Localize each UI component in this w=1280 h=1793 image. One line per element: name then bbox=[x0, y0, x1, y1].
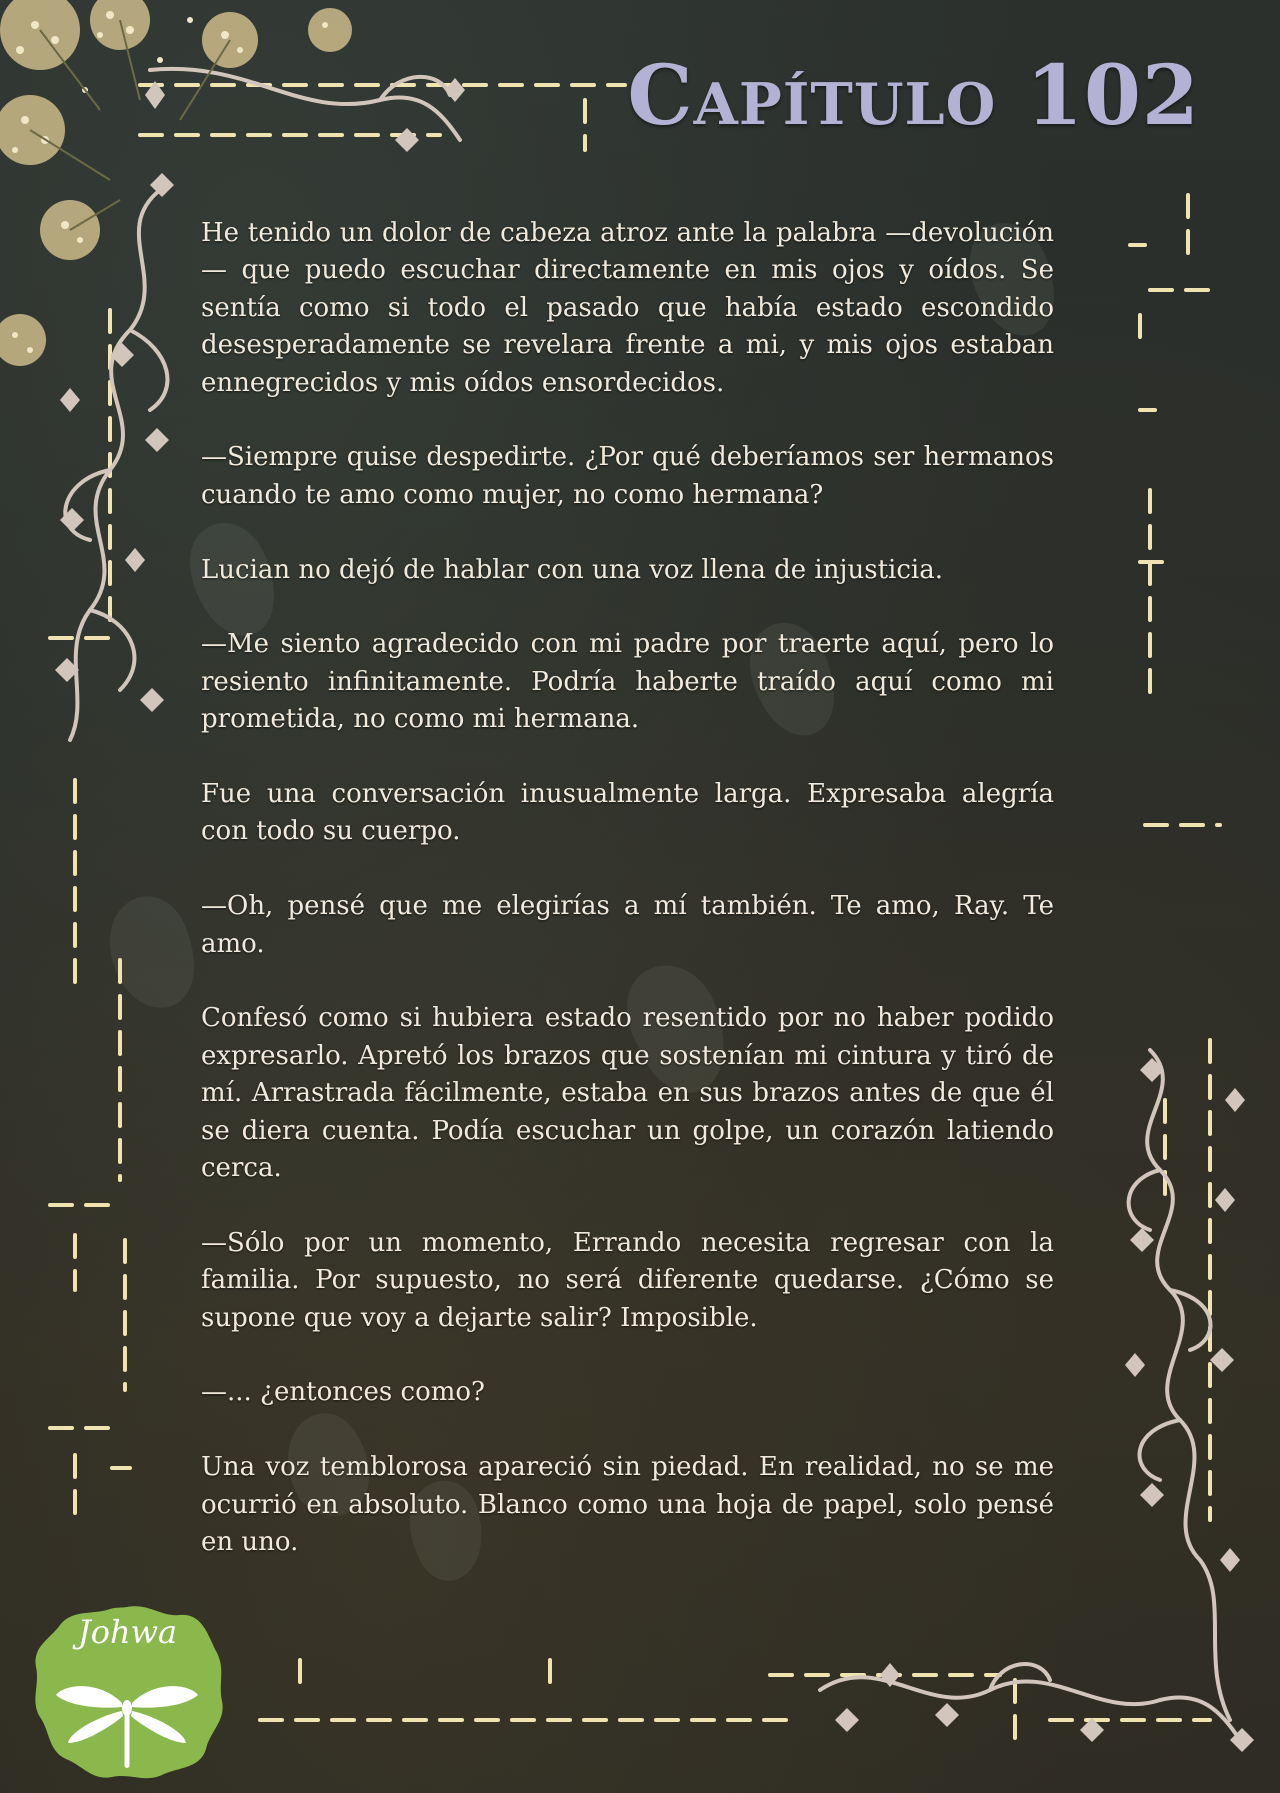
paragraph: Confesó como si hubiera estado resentido por no haber podido expresarlo. Apretó los brazos que sostenían mi cintura y tiró de mí. Arrastrada fácilmente, estaba en sus brazos antes de que él se diera cuenta. Podía escuchar un golpe, un corazón latiendo cerca. bbox=[201, 1003, 1054, 1184]
paragraph: Una voz temblorosa apareció sin piedad. En realidad, no se me ocurrió en absoluto. Blanco como una hoja de papel, solo pensé en uno. bbox=[201, 1452, 1054, 1558]
johwa-badge bbox=[30, 1603, 225, 1781]
paragraph: Lucian no dejó de hablar con una voz llena de injusticia. bbox=[201, 554, 943, 585]
paragraph: —Me siento agradecido con mi padre por traerte aquí, pero lo resiento infinitamente. Podría haberte traído aquí como mi prometida, no como mi hermana. bbox=[201, 629, 1054, 735]
chapter-body bbox=[201, 215, 1054, 1561]
chapter-title: Capítulo 102 bbox=[627, 48, 1200, 144]
paragraph: —Siempre quise despedirte. ¿Por qué deberíamos ser hermanos cuando te amo como mujer, no como hermana? bbox=[201, 442, 1054, 510]
paragraph: Fue una conversación inusualmente larga. Expresaba alegría con todo su cuerpo. bbox=[201, 779, 1054, 847]
paragraph: —Sólo por un momento, Errando necesita regresar con la familia. Por supuesto, no será diferente quedarse. ¿Cómo se supone que voy a dejarte salir? Imposible. bbox=[201, 1227, 1054, 1333]
paragraph: —... ¿entonces como? bbox=[201, 1377, 485, 1408]
badge-label: Johwa bbox=[77, 1613, 178, 1651]
paragraph: —Oh, pensé que me elegirías a mí también. Te amo, Ray. Te amo. bbox=[201, 891, 1054, 959]
paragraph: He tenido un dolor de cabeza atroz ante la palabra —devolución— que puedo escuchar directamente en mis ojos y oídos. Se sentía como si todo el pasado que había estado escondido desesperadamente se revelara frente a mi, y mis ojos estaban ennegrecidos y mis oídos ensordecidos. bbox=[201, 218, 1054, 398]
